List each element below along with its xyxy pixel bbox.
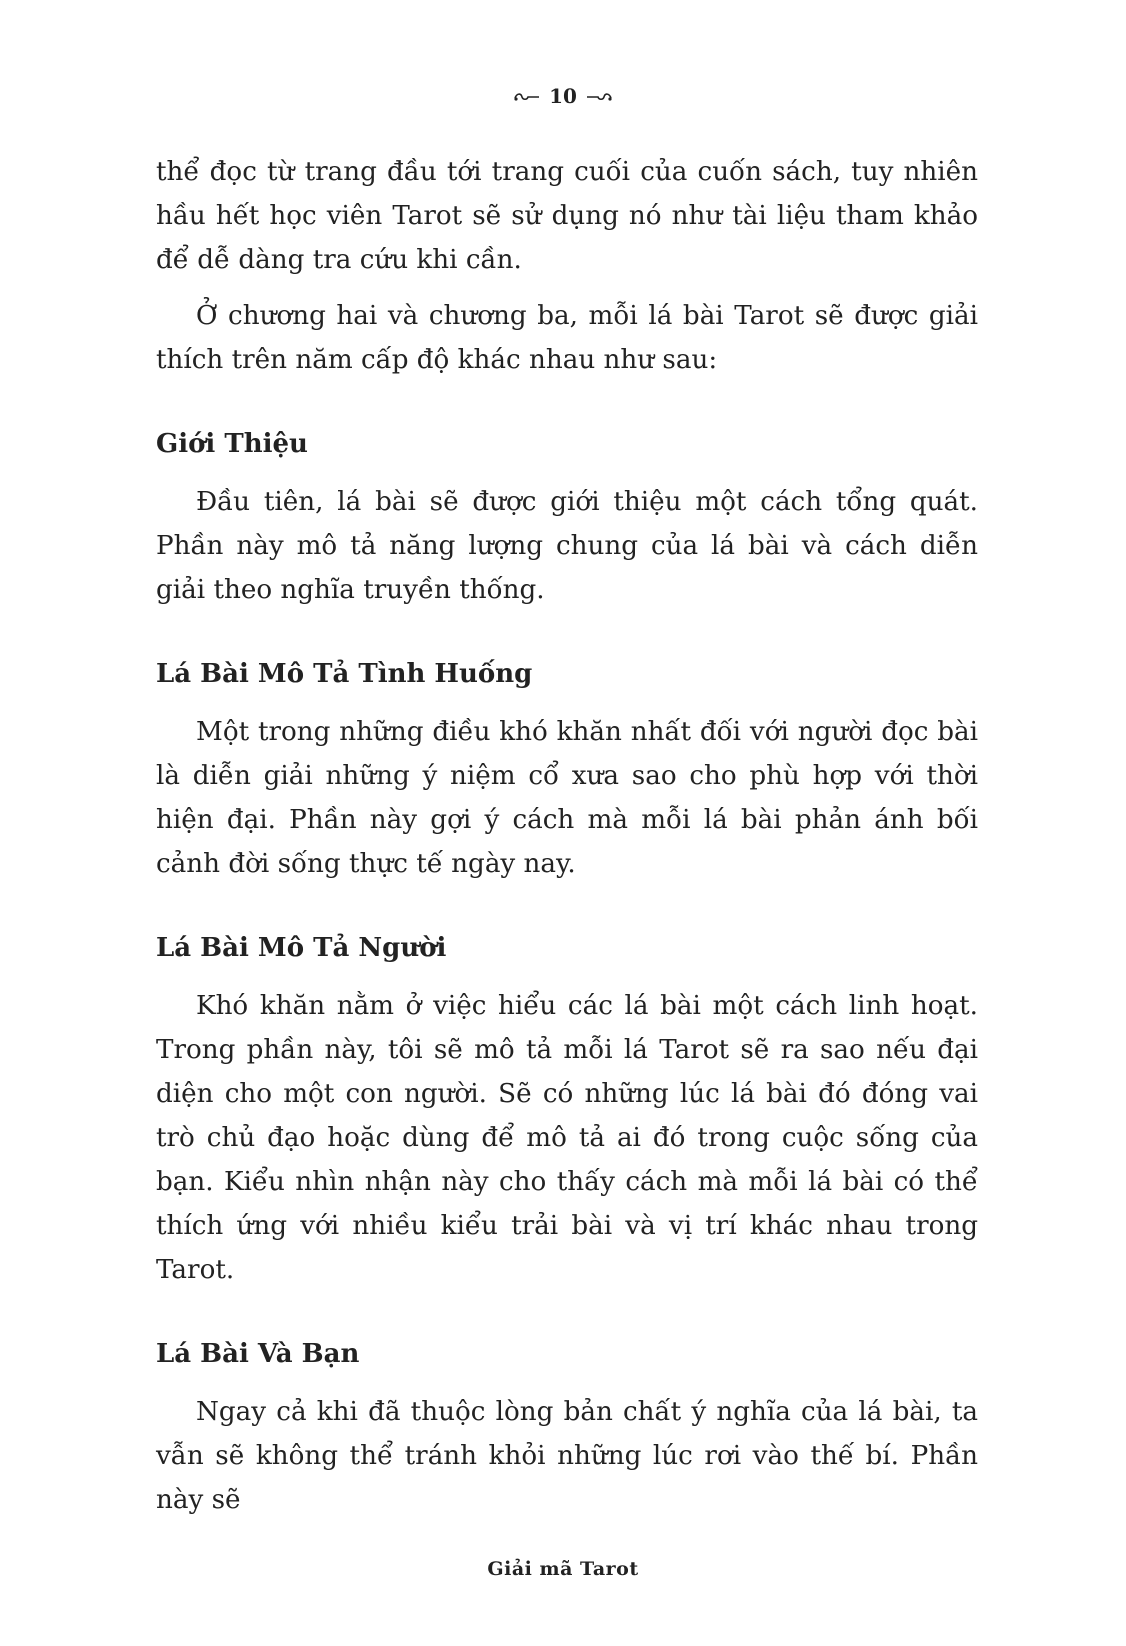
section-text: Khó khăn nằm ở việc hiểu các lá bài một cách linh hoạt. Trong phần này, tôi sẽ mô tả mỗi lá Tarot sẽ ra sao nếu đại diện cho một con người. Sẽ có những lúc lá bài đó đóng vai trò chủ đạo hoặc dùng để mô tả ai đó trong cuộc sống của bạn. Kiểu nhìn nhận này cho thấy cách mà mỗi lá bài có thể thích ứng với nhiều kiểu trải bài và vị trí khác nhau trong Tarot. [156, 991, 978, 1285]
page-header [0, 84, 1126, 108]
page-body [156, 150, 978, 1522]
intro-paragraph: Ở chương hai và chương ba, mỗi lá bài Tarot sẽ được giải thích trên năm cấp độ khác nhau như sau: [156, 301, 978, 375]
section-text: Đầu tiên, lá bài sẽ được giới thiệu một cách tổng quát. Phần này mô tả năng lượng chung của lá bài và cách diễn giải theo nghĩa truyền thống. [156, 487, 978, 605]
section-heading: Lá Bài Mô Tả Người [156, 933, 447, 963]
right-flourish-icon [585, 89, 613, 103]
intro-continuation: thể đọc từ trang đầu tới trang cuối của cuốn sách, tuy nhiên hầu hết học viên Tarot sẽ sử dụng nó như tài liệu tham khảo để dễ dàng tra cứu khi cần. [156, 157, 978, 275]
section-heading: Giới Thiệu [156, 429, 308, 459]
book-title-footer: Giải mã Tarot [487, 1558, 639, 1580]
section-heading: Lá Bài Và Bạn [156, 1339, 360, 1369]
section-heading: Lá Bài Mô Tả Tình Huống [156, 659, 533, 689]
page-number: 10 [549, 84, 577, 108]
section-text: Ngay cả khi đã thuộc lòng bản chất ý nghĩa của lá bài, ta vẫn sẽ không thể tránh khỏi những lúc rơi vào thế bí. Phần này sẽ [156, 1397, 978, 1515]
section-text: Một trong những điều khó khăn nhất đối với người đọc bài là diễn giải những ý niệm cổ xưa sao cho phù hợp với thời hiện đại. Phần này gợi ý cách mà mỗi lá bài phản ánh bối cảnh đời sống thực tế ngày nay. [156, 717, 978, 879]
left-flourish-icon [513, 89, 541, 103]
